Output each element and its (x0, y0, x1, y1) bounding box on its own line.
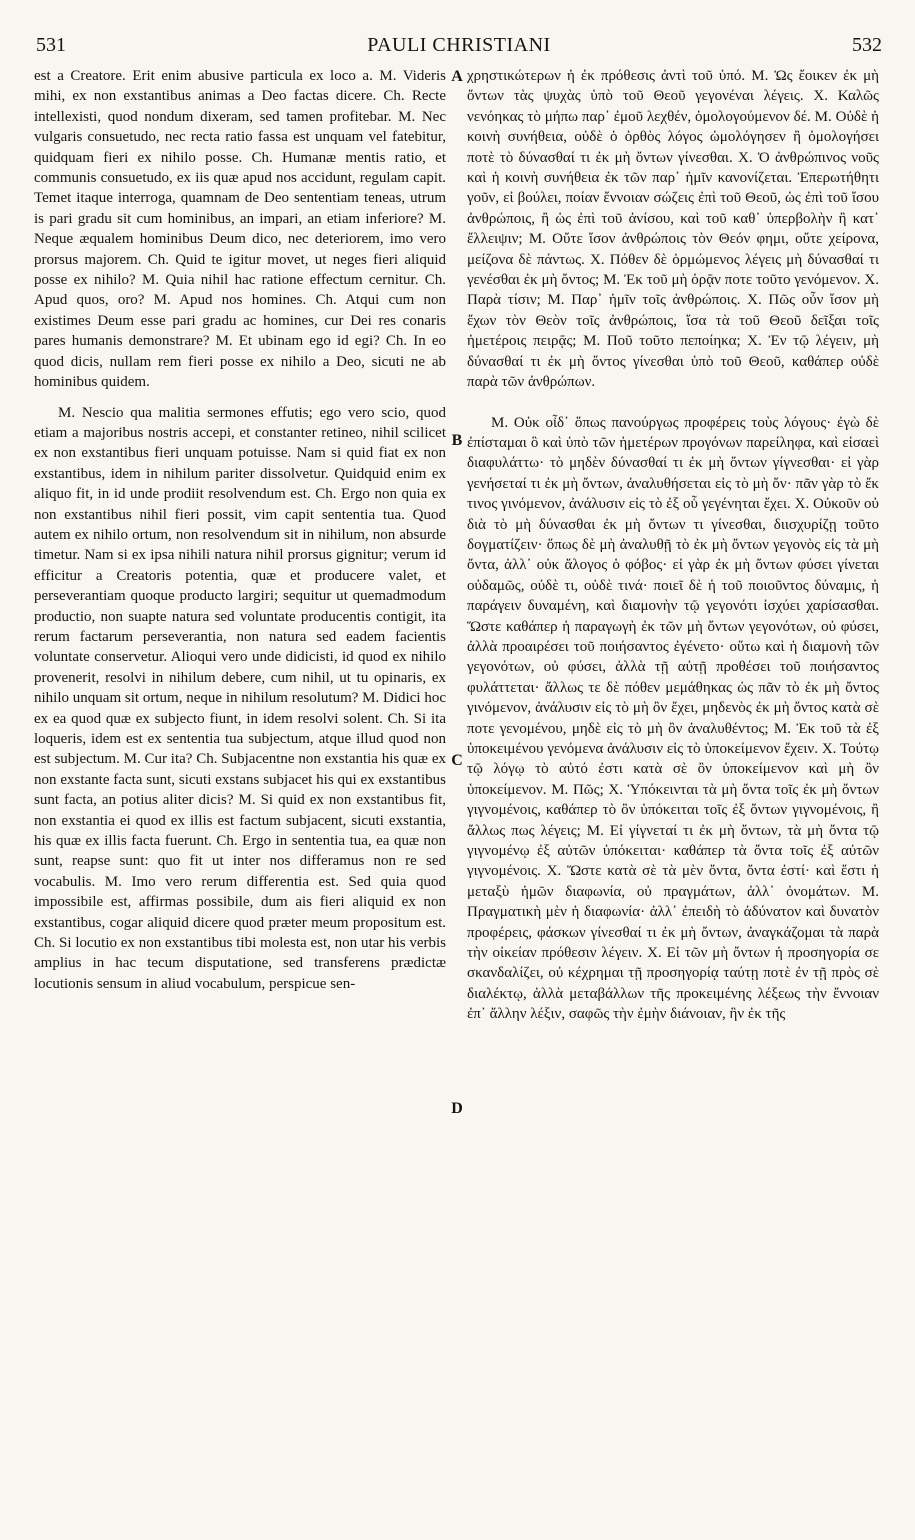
section-marker-c: C (451, 752, 463, 769)
section-marker-b: B (451, 432, 463, 449)
greek-paragraph: χρηστικώτερων ἡ ἐκ πρόθεσις ἀντὶ τοῦ ὑπό. Μ. Ὡς ἔοικεν ἐκ μὴ ὄντων τὰς ψυχὰς ὑπὸ τοῦ Θεοῦ γεγονέναι λέγεις. Χ. Καλῶς νενόηκας τὸ μήπω παρ᾿ ἐμοῦ λεχθέν, ὁμολογούμενον δέ. Μ. Οὐδὲ ἡ κοινὴ συνήθεια, οὐδὲ ὁ ὀρθὸς λόγος ὡμολόγησεν ἢ ὁμολογήσει ποτὲ τὸ δύνασθαί τι ἐκ μὴ ὄντων γίνεσθαι. Χ. Ὁ ἀνθρώπινος νοῦς καὶ ἡ κοινὴ συνήθεια ἐκ τῶν παρ᾿ ἡμῖν κανονίζεται. Ἐπερωτήθητι γοῦν, εἰ βούλει, ποίαν ἔννοιαν σώζεις ἐπὶ τοῦ Θεοῦ, ὡς ἐπὶ τοῦ ἴσου ἀνθρώποις, ἢ ὡς ἐπὶ τοῦ ἀνίσου, καὶ τοῦ καθ᾿ ὑπερβολὴν ἢ κατ᾿ ἔλλειψιν; Μ. Οὔτε ἴσον ἀνθρώποις τὸν Θεόν φημι, οὔτε χείρονα, μείζονα δὲ πάντως. Χ. Πόθεν δὲ ὁρμώμενος λέγεις μὴ δύνασθαί τι γενέσθαι ἐκ μὴ ὄντος; Μ. Ἐκ τοῦ μὴ ὁρᾷν ποτε τοῦτο γενόμενον. Χ. Παρὰ τίσιν; Μ. Παρ᾿ ἡμῖν τοῖς ἀνθρώποις. Χ. Πῶς οὖν ἴσον μὴ ἔχων τὸν Θεὸν τοῖς ἀνθρώποις, ἴσα τὰ τοῦ Θεοῦ δεῖξαι τοῖς ἡμετέροις πειρᾷς; Μ. Ποῦ τοῦτο πεποίηκα; Χ. Ἐν τῷ λέγειν, μὴ δύνασθαί τι ἐκ μὴ ὄντος γίνεσθαι ὑπὸ τοῦ Θεοῦ, καθάπερ οὐδὲ παρὰ τῶν ἀνθρώπων. (467, 68, 879, 391)
section-marker-a: A (451, 68, 463, 85)
greek-paragraph: Μ. Οὐκ οἶδ᾿ ὅπως πανούργως προφέρεις τοὺς λόγους· ἐγὼ δὲ ἐπίσταμαι ὃ καὶ ὑπὸ τῶν ἡμετέρων προγόνων παρείληφα, καὶ εἰσαεὶ διαφυλάττω· τὸ μηδὲν δύνασθαί τι ἐκ μὴ ὄντων γίγνεσθαι· εἰ γὰρ γενήσεταί τι ἐκ μὴ ὄντων, ἀναλυθήσεται εἰς τὸ μὴ ὄν· πᾶν γὰρ τὸ ἔκ τινος γινόμενον, ἀνάλυσιν εἰς τὸ ἐξ οὗ γεγένηται ἔχει. Χ. Οὐκοῦν οὐ διὰ τὸ μὴ δύνασθαι ἐκ μὴ ὄντων τι γίνεσθαι, διισχυρίζῃ τοῦτο δογματίζειν· ὅπως δὲ μὴ ἀναλυθῇ τὸ ἐκ μὴ ὄντων γεγονὸς εἰς τὰ μὴ ὄντα, ἀλλ᾿ οὐκ ἄλογος ὁ φόβος· εἰ γὰρ ἐκ μὴ ὄντων φύσει γίνεται οὐδαμῶς, οὐδὲ τι, οὐδὲ τινά· ποιεῖ δὲ ἡ τοῦ ποιοῦντος δύναμις, ἡ παράγειν δυναμένη, καὶ διαμονὴν τῷ γεγονότι ἰσχύει χαρίσασθαι. Ὥστε καθάπερ ἡ παραγωγὴ ἐκ τῶν μὴ ὄντων γεγονότων, οὐ φύσει, ἀλλὰ προαιρέσει τοῦ ποιήσαντος ἐγένετο· οὕτω καὶ ἡ διαμονὴ τῶν γεγονότων, οὐ φύσει, ἀλλὰ τῇ αὐτῇ προθέσει τοῦ ποιήσαντος φυλάττεται· ἄλλως τε δὲ πόθεν μεμάθηκας ὡς πᾶν τὸ ἐκ μὴ ὄντος γινόμενον, ἀνάλυσιν εἰς τὸ μὴ ὂν ἔχει, μηδενὸς ἐκ μὴ ὄντος κατὰ σὲ ποτε γενομένου, μηδὲ εἰς τὸ μὴ ὂν ἀναλυθέντος; Μ. Ἐκ τοῦ τὰ ἐξ ὑποκειμένου γενόμενα ἀνάλυσιν εἰς τὸ ὑποκείμενον ἔχειν. Χ. Τούτῳ τῷ λόγῳ τὸ αὐτό ἐστι κατὰ σὲ ὂν ὑποκείμενον καὶ μὴ ὂν ὑποκείμενον. Μ. Πῶς; Χ. Ὑπόκεινται τὰ μὴ ὄντα τοῖς ἐκ μὴ ὄντων γιγνομένοις, καθάπερ τὸ ὂν ὑπόκειται τοῖς ἐξ ὄντων γιγνομένοις, ἢ ἄλλως πως λέγεις; Μ. Εἰ γίγνεταί τι ἐκ μὴ ὄντων, τὰ μὴ ὄντα τῷ γιγνομένῳ ἐξ αὐτῶν ὑπόκειται· καθάπερ τὰ ὄντα τοῖς ἐξ αὐτῶν γιγνομένοις. Χ. Ὥστε κατὰ σὲ τὰ μὲν ὄντα, ὄντα ἐστί· καὶ ἔστι ἡ μεταξὺ ἡμῶν διαφωνία, οὐ πραγμάτων, ἀλλ᾿ ὀνομάτων. Μ. Πραγματικὴ μὲν ἡ διαφωνία· ἀλλ᾿ ἐπειδὴ τὸ ἀδύνατον καὶ δυνατὸν προφέρεις, φάσκων γίνεσθαί τι ἐκ μὴ ὄντων, ἀναγκάζομαι τὰ παρὰ τὴν οἰκείαν πρόθεσιν λέγειν. Χ. Εἰ τῶν μὴ ὄντων ἡ προσηγορία σε σκανδαλίζει, οὐ κέχρημαι τῇ προσηγορίᾳ ταύτῃ ποτὲ ἐν τῇ πρὸς σὲ διαλέκτῳ, ἀλλὰ μεταβάλλων τῆς προκειμένης λέξεως τὴν ἔννοιαν ἐπ᾿ ἄλλην λέξιν, σαφῶς τὴν ἐμὴν διάνοιαν, ἣν ἐκ τῆς (467, 414, 879, 1023)
running-title: PAULI CHRISTIANI (367, 34, 551, 56)
latin-column (34, 66, 446, 1004)
page-header (36, 34, 882, 64)
latin-paragraph: est a Creatore. Erit enim abusive particula ex loco a. M. Videris mihi, ex non exstantibus animas a Deo factas dicere. Ch. Recte intellexisti, quod nondum dixeram, sed tamen profitebar. M. Nec vulgaris consuetudo, nec recta ratio fassa est unquam vel fatebitur, quidquam fieri ex nihilo posse. Ch. Humanæ mentis ratio, et communis consuetudo, ex iis quæ apud nos accidunt, regulam capit. Temet itaque interroga, quamnam de Deo sententiam teneas, utrum is pari gradu sit cum hominibus, an impari, an etiam inferiore? M. Neque æqualem hominibus Deum dico, nec deteriorem, imo vero prorsus majorem. Ch. Quid te igitur movet, ut neges fieri aliquid posse ex nihilo? M. Quia nihil hac ratione effectum cernitur. Ch. Apud quos, oro? M. Apud nos homines. Ch. Atqui cum non existimes Deum esse pari gradu ac homines, cur Dei res conaris pares humanis demonstrare? M. Et ubinam ego id egi? Ch. In eo quod dicis, nullam rem fieri posse ex nihilo a Deo, sicuti ne ab hominibus quidem. (34, 68, 446, 391)
page-number-right: 532 (852, 34, 882, 56)
section-marker-d: D (451, 1100, 463, 1117)
page-number-left: 531 (36, 34, 66, 56)
latin-paragraph: M. Nescio qua malitia sermones effutis; ego vero scio, quod etiam a majoribus nostris accepi, et constanter retineo, nihil scilicet ex non exstantibus fieri unquam potuisse. Nam si quid fiat ex non exstantibus, idem in nihilum pariter dissolvetur. Quidquid enim ex aliquo fit, in id unde prodiit resolvendum est. Ch. Ergo non quia ex non exstantibus nihil fieri possit, vim capit sententia tua. Quod autem ex nihilo ortum, non resolvendum sit in nihilum, non absurde timetur. Nam si ex ipsa nihili natura nihil prorsus gignitur; verum id efficitur a Creatoris potentia, quæ et producere valet, et perseverantiam quoque producto largiri; sequitur ut quemadmodum productio, non suapte natura sed voluntate producentis contigit, ita rerum factarum perseverantia, non natura sed eadem facientis voluntate conservetur. Alioqui vero unde didicisti, id quod ex nihilo provenerit, resolvi in nihilum debere, cum nihil, ut tu opinaris, ex nihilo unquam sit ortum, neque in nihilum resolutum? M. Didici hoc ex ea quod quæ ex subjecto fiunt, in idem resolvi solent. Ch. Si ita loqueris, idem est ex sententia tua subjectum, atque illud quod non est subjectum. M. Cur ita? Ch. Subjacentne non exstantia his quæ ex non exstante facta sunt, sicuti exstans subjacet his qui ex exstantibus sunt facta, an potius aliter dicis? M. Si quid ex non exstantibus fit, non exstantia ei quod ex illis est factum subjacent, sicuti exstantia, his quæ ex illis facta fuerunt. Ch. Ergo in sententia tua, ea quæ non sunt, reapse sunt: quo fit ut inter nos differamus non re sed vocabulis. M. Imo vero rerum differentia est. Sed quia quod impossibile est, affirmas possibile, dum ais fieri aliquid ex non exstantibus, cogar aliquid dicere quod præter meum propositum est. Ch. Si locutio ex non exstantibus tibi molesta est, non utar his verbis amplius in hac tecum disputatione, sed transferens prædictæ locutionis sensum in aliud vocabulum, perspicue sen- (34, 404, 446, 992)
greek-column (467, 66, 879, 1035)
